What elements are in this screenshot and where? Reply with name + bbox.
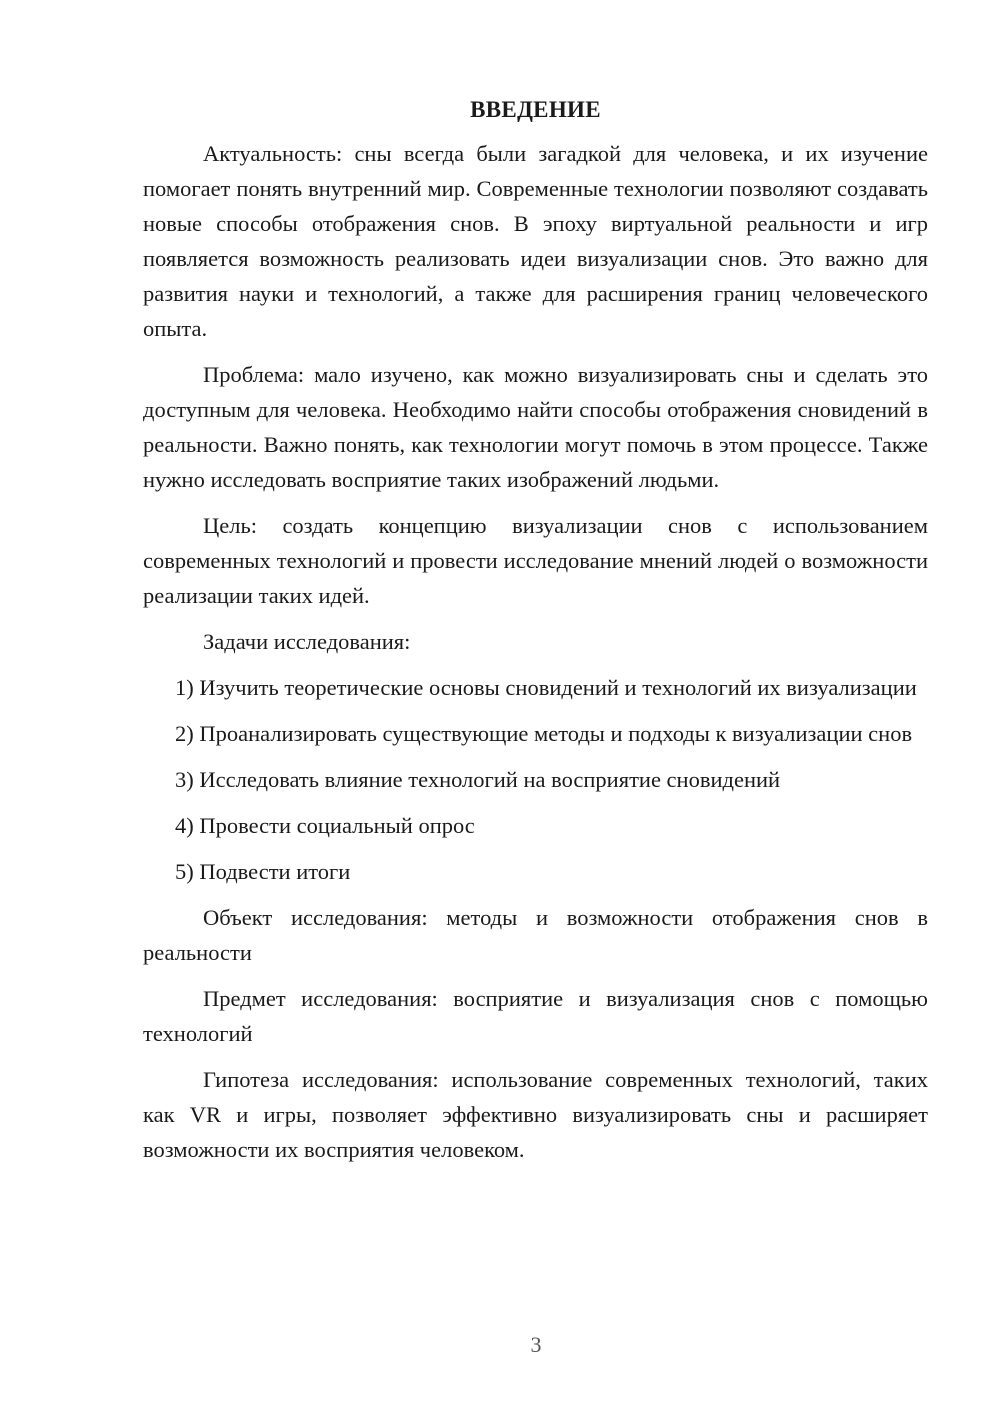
task-item-5: 5) Подвести итоги: [175, 859, 351, 884]
page-title: ВВЕДЕНИЕ: [470, 97, 601, 122]
page-number: 3: [530, 1332, 542, 1357]
paragraph-object: Объект исследования: методы и возможности отображения снов в реальности: [143, 905, 928, 965]
paragraph-hypothesis: Гипотеза исследования: использование современных технологий, таких как VR и игры, позволяет эффективно визуализировать сны и расширяет возможности их восприятия человеком.: [143, 1067, 928, 1162]
task-item-1: 1) Изучить теоретические основы сновидений и технологий их визуализации: [175, 675, 917, 700]
paragraph-problem: Проблема: мало изучено, как можно визуализировать сны и сделать это доступным для человека. Необходимо найти способы отображения сновидений в реальности. Важно понять, как технологии могут помочь в этом процессе. Также нужно исследовать восприятие таких изображений людьми.: [143, 362, 928, 492]
paragraph-tasks-heading: Задачи исследования:: [203, 629, 411, 654]
paragraph-goal: Цель: создать концепцию визуализации снов с использованием современных технологий и провести исследование мнений людей о возможности реализации таких идей.: [143, 513, 928, 608]
paragraph-relevance: Актуальность: сны всегда были загадкой для человека, и их изучение помогает понять внутренний мир. Современные технологии позволяют создавать новые способы отображения снов. В эпоху виртуальной реальности и игр появляется возможность реализовать идеи визуализации снов. Это важно для развития науки и технологий, а также для расширения границ человеческого опыта.: [143, 141, 928, 341]
paragraph-subject: Предмет исследования: восприятие и визуализация снов с помощью технологий: [143, 986, 928, 1046]
task-item-3: 3) Исследовать влияние технологий на восприятие сновидений: [175, 767, 781, 792]
document-page: [143, 92, 928, 1178]
task-item-4: 4) Провести социальный опрос: [175, 813, 475, 838]
task-item-2: 2) Проанализировать существующие методы и подходы к визуализации снов: [175, 721, 913, 746]
